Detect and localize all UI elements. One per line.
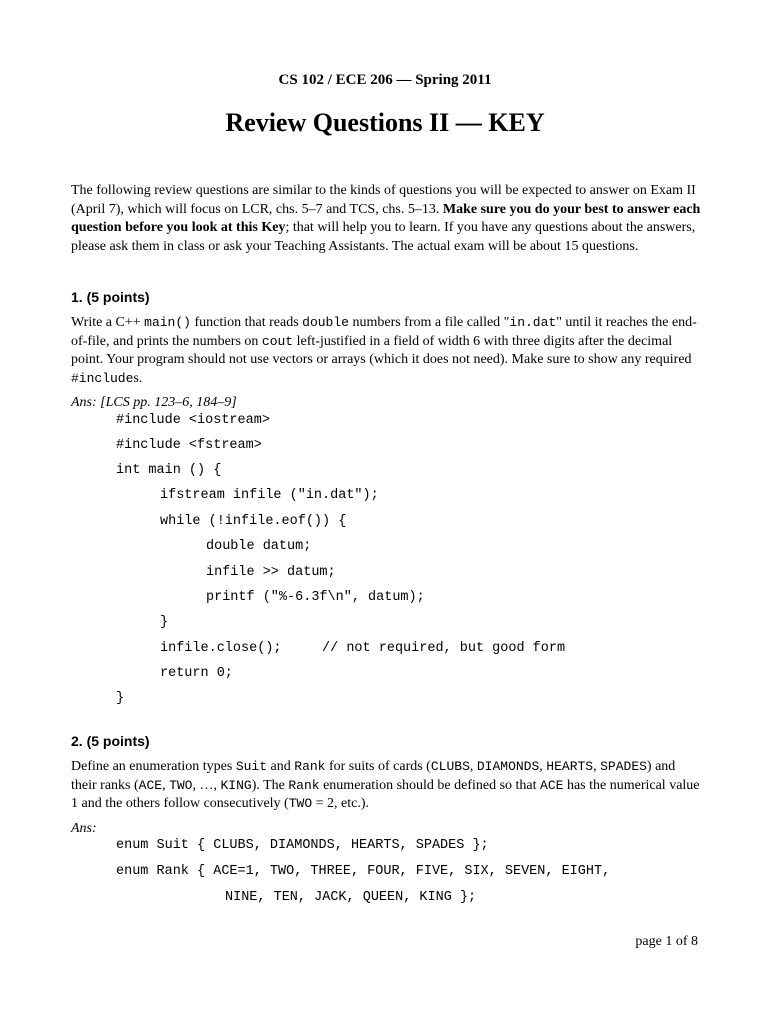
code-line: } — [116, 691, 125, 706]
q1-text: numbers from a file called " — [348, 315, 510, 330]
q1-code: double — [302, 315, 349, 330]
q2-text: for suits of cards ( — [325, 759, 431, 774]
q2-code: Rank — [294, 759, 326, 774]
q1-text: " until it reaches the end-of-file, and prints the numbers on — [71, 315, 697, 349]
question-2-heading: 2. (5 points) — [71, 733, 150, 749]
q2-text: ). The — [251, 777, 289, 793]
q2-code: TWO — [169, 777, 193, 793]
q2-text: enumeration should be defined so that — [319, 777, 541, 793]
q2-text: , …, — [192, 777, 221, 793]
code-line: infile.close(); // not required, but good form — [160, 641, 566, 656]
code-line: #include <iostream> — [116, 413, 270, 428]
q1-text: Write a C++ — [71, 315, 145, 330]
code-line: #include <fstream> — [116, 438, 262, 453]
code-line: ifstream infile ("in.dat"); — [160, 488, 379, 503]
intro-paragraph — [71, 182, 701, 256]
code-line: NINE, TEN, JACK, QUEEN, KING }; — [225, 890, 477, 905]
code-line: enum Rank { ACE=1, TWO, THREE, FOUR, FIVE, SIX, SEVEN, EIGHT, — [116, 864, 611, 879]
question-1-heading: 1. (5 points) — [71, 289, 150, 305]
page-title: Review Questions II — KEY — [225, 108, 545, 137]
q1-text: function that reads — [190, 315, 303, 330]
q2-text: Define an enumeration types — [71, 759, 236, 774]
q2-code: Suit — [235, 759, 268, 774]
q2-code: SPADES — [600, 759, 647, 774]
q2-code: HEARTS — [546, 759, 594, 774]
q2-text: = 2, etc.). — [312, 796, 369, 811]
q1-code: in.dat — [509, 315, 557, 330]
q1-code: #include — [71, 370, 134, 386]
q2-answer-label: Ans: — [71, 821, 97, 836]
question-1-text — [71, 314, 701, 388]
q1-code: cout — [261, 333, 294, 349]
question-2-text — [71, 758, 701, 814]
q2-text: , — [469, 759, 477, 774]
q2-code: ACE — [540, 777, 564, 793]
q1-text: s. — [133, 370, 143, 386]
code-line: infile >> datum; — [206, 565, 336, 580]
q2-text: , — [539, 759, 547, 774]
code-line: while (!infile.eof()) { — [160, 514, 347, 529]
q1-answer-label: Ans: [LCS pp. 123–6, 184–9] — [71, 395, 237, 410]
code-line: double datum; — [206, 539, 312, 554]
code-line: return 0; — [160, 666, 233, 681]
code-line: printf ("%-6.3f\n", datum); — [206, 590, 425, 605]
q2-text: , — [593, 759, 601, 774]
q1-text: left-justified in a field of width 6 with three digits after the decimal point. Your program should not use vectors or arrays (which it does not need). Make sure to show any required — [71, 333, 692, 367]
q1-code: main() — [144, 315, 191, 330]
q2-code: KING — [220, 777, 252, 793]
q2-code: CLUBS — [430, 759, 470, 774]
intro-text-2: ; that will help you to learn. If you have any questions about the answers, please ask them in class or ask your Teaching Assistants. The actual exam will be about 15 questions. — [71, 220, 696, 254]
code-line: int main () { — [116, 463, 222, 478]
q2-text: and — [267, 759, 295, 774]
q2-code: ACE — [138, 777, 163, 793]
page-number: page 1 of 8 — [635, 934, 698, 949]
q2-code: Rank — [288, 777, 320, 793]
q2-text: has the numerical value 1 and the others follow consecutively ( — [71, 777, 700, 811]
q2-code: DIAMONDS — [476, 759, 540, 774]
code-line: enum Suit { CLUBS, DIAMONDS, HEARTS, SPADES }; — [116, 838, 489, 853]
q2-text: , — [162, 777, 170, 793]
q2-text: ) and their ranks ( — [71, 759, 676, 793]
q2-code: TWO — [288, 796, 313, 811]
intro-bold-text: Make sure you do your best to answer each question before you look at this Key — [71, 201, 701, 235]
intro-text-1: The following review questions are similar to the kinds of questions you will be expected to answer on Exam II (April 7), which will focus on LCR, chs. 5–7 and TCS, chs. 5–13. — [71, 183, 696, 217]
course-header: CS 102 / ECE 206 — Spring 2011 — [278, 72, 492, 88]
code-line: } — [160, 615, 169, 630]
